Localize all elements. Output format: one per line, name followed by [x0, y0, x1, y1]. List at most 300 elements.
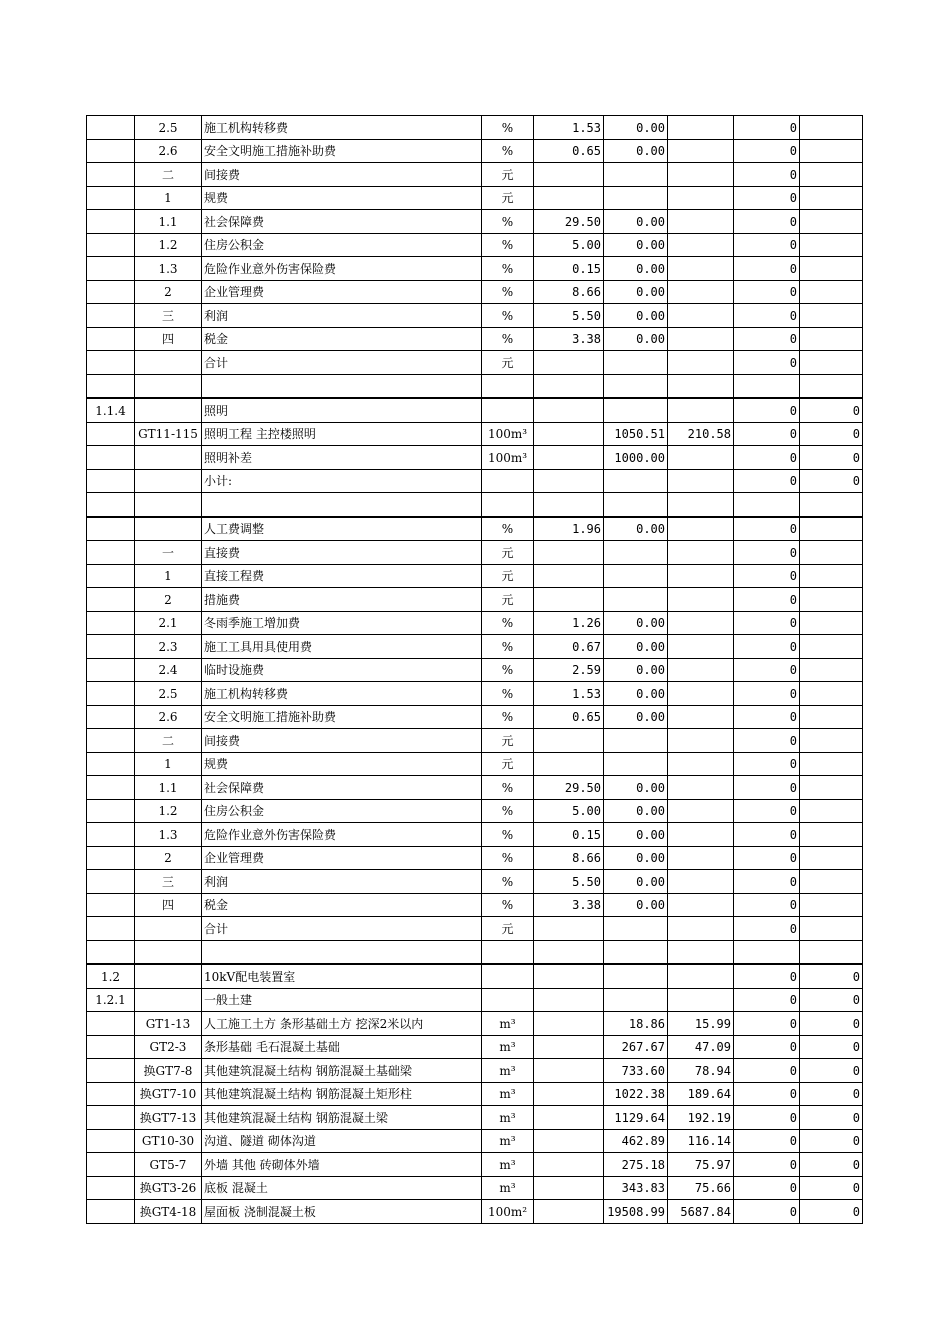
table-row: [87, 917, 863, 941]
table-body: [87, 116, 863, 1224]
rate-cell: 1.53: [534, 682, 604, 706]
code-cell: 1.1: [135, 210, 202, 234]
table-row: [87, 964, 863, 988]
code-cell: [135, 374, 202, 398]
unit-cell: %: [482, 658, 534, 682]
item-name-cell: 照明补差: [202, 446, 482, 470]
unit-cell: m³: [482, 1106, 534, 1130]
total-cell: 0: [734, 917, 800, 941]
unit-price-cell: [604, 752, 668, 776]
total-cell: 0: [734, 1059, 800, 1083]
unit-cell: 元: [482, 351, 534, 375]
labor-total-cell: [800, 233, 863, 257]
total-cell: 0: [734, 541, 800, 565]
labor-total-cell: [800, 280, 863, 304]
item-name-cell: 安全文明施工措施补助费: [202, 139, 482, 163]
unit-price-cell: [604, 493, 668, 517]
total-cell: 0: [734, 1200, 800, 1224]
unit-cell: %: [482, 116, 534, 140]
code-cell: 1: [135, 564, 202, 588]
total-cell: 0: [734, 139, 800, 163]
cost-estimate-table: [86, 115, 863, 1224]
code-cell: 1.3: [135, 823, 202, 847]
labor-total-cell: [800, 799, 863, 823]
rate-cell: [534, 541, 604, 565]
unit-cell: %: [482, 233, 534, 257]
table-row: [87, 351, 863, 375]
labor-price-cell: [668, 186, 734, 210]
code-cell: 2.5: [135, 682, 202, 706]
total-cell: [734, 374, 800, 398]
item-name-cell: 施工机构转移费: [202, 116, 482, 140]
table-row: [87, 870, 863, 894]
total-cell: 0: [734, 1012, 800, 1036]
unit-cell: m³: [482, 1035, 534, 1059]
unit-cell: m³: [482, 1129, 534, 1153]
rate-cell: [534, 588, 604, 612]
unit-cell: 100m³: [482, 422, 534, 446]
item-name-cell: 屋面板 浇制混凝土板: [202, 1200, 482, 1224]
index-cell: [87, 729, 135, 753]
index-cell: [87, 635, 135, 659]
unit-cell: 100m³: [482, 446, 534, 470]
code-cell: 2: [135, 846, 202, 870]
item-name-cell: 住房公积金: [202, 233, 482, 257]
labor-total-cell: [800, 776, 863, 800]
table-row: [87, 705, 863, 729]
unit-cell: %: [482, 846, 534, 870]
unit-price-cell: 0.00: [604, 846, 668, 870]
code-cell: 三: [135, 304, 202, 328]
rate-cell: 29.50: [534, 210, 604, 234]
labor-price-cell: [668, 280, 734, 304]
labor-total-cell: [800, 823, 863, 847]
index-cell: [87, 116, 135, 140]
labor-price-cell: [668, 846, 734, 870]
table-row: [87, 541, 863, 565]
index-cell: [87, 1129, 135, 1153]
labor-total-cell: 0: [800, 1106, 863, 1130]
index-cell: [87, 870, 135, 894]
item-name-cell: 外墙 其他 砖砌体外墙: [202, 1153, 482, 1177]
total-cell: 0: [734, 564, 800, 588]
code-cell: 二: [135, 163, 202, 187]
rate-cell: 8.66: [534, 846, 604, 870]
labor-total-cell: [800, 210, 863, 234]
table-row: [87, 1082, 863, 1106]
table-row: [87, 635, 863, 659]
rate-cell: [534, 1176, 604, 1200]
unit-cell: 元: [482, 564, 534, 588]
index-cell: [87, 517, 135, 541]
index-cell: [87, 1012, 135, 1036]
unit-price-cell: 733.60: [604, 1059, 668, 1083]
index-cell: [87, 1059, 135, 1083]
code-cell: 换GT7-13: [135, 1106, 202, 1130]
unit-price-cell: 0.00: [604, 257, 668, 281]
index-cell: [87, 163, 135, 187]
total-cell: 0: [734, 304, 800, 328]
labor-total-cell: [800, 682, 863, 706]
rate-cell: 8.66: [534, 280, 604, 304]
unit-price-cell: [604, 163, 668, 187]
unit-cell: [482, 493, 534, 517]
total-cell: 0: [734, 517, 800, 541]
total-cell: 0: [734, 422, 800, 446]
unit-cell: 元: [482, 729, 534, 753]
code-cell: 2.5: [135, 116, 202, 140]
index-cell: [87, 541, 135, 565]
code-cell: GT5-7: [135, 1153, 202, 1177]
rate-cell: 1.26: [534, 611, 604, 635]
rate-cell: 2.59: [534, 658, 604, 682]
total-cell: 0: [734, 893, 800, 917]
labor-price-cell: [668, 940, 734, 964]
labor-price-cell: [668, 210, 734, 234]
unit-price-cell: [604, 588, 668, 612]
labor-price-cell: [668, 988, 734, 1012]
labor-total-cell: [800, 257, 863, 281]
index-cell: [87, 893, 135, 917]
index-cell: [87, 422, 135, 446]
unit-cell: %: [482, 517, 534, 541]
total-cell: 0: [734, 870, 800, 894]
code-cell: 换GT4-18: [135, 1200, 202, 1224]
index-cell: [87, 799, 135, 823]
unit-price-cell: [604, 964, 668, 988]
unit-cell: %: [482, 280, 534, 304]
item-name-cell: 规费: [202, 752, 482, 776]
table-row: [87, 257, 863, 281]
rate-cell: [534, 1012, 604, 1036]
unit-cell: m³: [482, 1059, 534, 1083]
unit-price-cell: [604, 374, 668, 398]
table-row: [87, 446, 863, 470]
index-cell: [87, 280, 135, 304]
unit-price-cell: [604, 940, 668, 964]
table-row: [87, 210, 863, 234]
unit-price-cell: 0.00: [604, 304, 668, 328]
item-name-cell: 规费: [202, 186, 482, 210]
total-cell: 0: [734, 210, 800, 234]
labor-price-cell: [668, 823, 734, 847]
labor-price-cell: 47.09: [668, 1035, 734, 1059]
item-name-cell: 照明工程 主控楼照明: [202, 422, 482, 446]
labor-price-cell: [668, 446, 734, 470]
labor-total-cell: [800, 564, 863, 588]
unit-cell: 元: [482, 752, 534, 776]
item-name-cell: 企业管理费: [202, 846, 482, 870]
unit-price-cell: [604, 564, 668, 588]
item-name-cell: [202, 493, 482, 517]
code-cell: 换GT7-8: [135, 1059, 202, 1083]
table-row: [87, 799, 863, 823]
unit-cell: [482, 940, 534, 964]
index-cell: 1.1.4: [87, 398, 135, 422]
code-cell: 1: [135, 752, 202, 776]
index-cell: [87, 705, 135, 729]
unit-price-cell: [604, 186, 668, 210]
labor-total-cell: 0: [800, 469, 863, 493]
labor-price-cell: [668, 139, 734, 163]
unit-price-cell: 1050.51: [604, 422, 668, 446]
item-name-cell: 施工工具用具使用费: [202, 635, 482, 659]
total-cell: 0: [734, 705, 800, 729]
total-cell: 0: [734, 280, 800, 304]
labor-total-cell: [800, 139, 863, 163]
table-row: [87, 469, 863, 493]
unit-price-cell: [604, 398, 668, 422]
index-cell: [87, 588, 135, 612]
item-name-cell: 一般土建: [202, 988, 482, 1012]
labor-total-cell: [800, 327, 863, 351]
labor-price-cell: [668, 588, 734, 612]
unit-cell: [482, 988, 534, 1012]
code-cell: [135, 940, 202, 964]
labor-price-cell: 192.19: [668, 1106, 734, 1130]
code-cell: [135, 493, 202, 517]
rate-cell: 5.00: [534, 233, 604, 257]
labor-total-cell: [800, 705, 863, 729]
total-cell: 0: [734, 635, 800, 659]
table-row: [87, 280, 863, 304]
index-cell: 1.2.1: [87, 988, 135, 1012]
rate-cell: [534, 917, 604, 941]
labor-total-cell: [800, 116, 863, 140]
code-cell: [135, 351, 202, 375]
table-row: [87, 1176, 863, 1200]
code-cell: 四: [135, 893, 202, 917]
unit-price-cell: 0.00: [604, 116, 668, 140]
code-cell: 1.2: [135, 233, 202, 257]
rate-cell: 5.00: [534, 799, 604, 823]
labor-price-cell: [668, 776, 734, 800]
table-row: [87, 163, 863, 187]
item-name-cell: 间接费: [202, 729, 482, 753]
code-cell: [135, 517, 202, 541]
total-cell: 0: [734, 163, 800, 187]
labor-price-cell: [668, 799, 734, 823]
code-cell: GT2-3: [135, 1035, 202, 1059]
code-cell: 2.3: [135, 635, 202, 659]
labor-price-cell: [668, 611, 734, 635]
unit-price-cell: 0.00: [604, 823, 668, 847]
index-cell: [87, 940, 135, 964]
total-cell: 0: [734, 186, 800, 210]
table-row: [87, 327, 863, 351]
labor-price-cell: [668, 398, 734, 422]
index-cell: [87, 823, 135, 847]
total-cell: 0: [734, 588, 800, 612]
labor-total-cell: 0: [800, 1153, 863, 1177]
unit-cell: 元: [482, 541, 534, 565]
labor-total-cell: [800, 893, 863, 917]
index-cell: [87, 1035, 135, 1059]
code-cell: GT10-30: [135, 1129, 202, 1153]
labor-total-cell: 0: [800, 398, 863, 422]
code-cell: 1.2: [135, 799, 202, 823]
rate-cell: [534, 398, 604, 422]
total-cell: 0: [734, 752, 800, 776]
item-name-cell: 条形基础 毛石混凝土基础: [202, 1035, 482, 1059]
labor-price-cell: [668, 870, 734, 894]
labor-price-cell: [668, 658, 734, 682]
total-cell: 0: [734, 799, 800, 823]
code-cell: [135, 988, 202, 1012]
item-name-cell: 危险作业意外伤害保险费: [202, 257, 482, 281]
item-name-cell: 税金: [202, 893, 482, 917]
unit-price-cell: 343.83: [604, 1176, 668, 1200]
labor-price-cell: 189.64: [668, 1082, 734, 1106]
rate-cell: 0.65: [534, 139, 604, 163]
labor-price-cell: [668, 163, 734, 187]
unit-price-cell: 0.00: [604, 870, 668, 894]
unit-price-cell: 267.67: [604, 1035, 668, 1059]
unit-cell: m³: [482, 1153, 534, 1177]
unit-price-cell: 0.00: [604, 280, 668, 304]
labor-total-cell: [800, 588, 863, 612]
item-name-cell: [202, 940, 482, 964]
labor-price-cell: [668, 635, 734, 659]
labor-price-cell: 210.58: [668, 422, 734, 446]
table-row: [87, 493, 863, 517]
labor-price-cell: [668, 964, 734, 988]
unit-cell: %: [482, 210, 534, 234]
labor-total-cell: 0: [800, 1176, 863, 1200]
labor-price-cell: 78.94: [668, 1059, 734, 1083]
unit-price-cell: 0.00: [604, 635, 668, 659]
item-name-cell: 临时设施费: [202, 658, 482, 682]
labor-price-cell: [668, 327, 734, 351]
index-cell: [87, 139, 135, 163]
code-cell: [135, 917, 202, 941]
labor-price-cell: [668, 564, 734, 588]
labor-total-cell: 0: [800, 1129, 863, 1153]
table-row: [87, 611, 863, 635]
unit-cell: m³: [482, 1012, 534, 1036]
rate-cell: 5.50: [534, 870, 604, 894]
item-name-cell: 危险作业意外伤害保险费: [202, 823, 482, 847]
item-name-cell: 施工机构转移费: [202, 682, 482, 706]
total-cell: 0: [734, 846, 800, 870]
unit-price-cell: 1000.00: [604, 446, 668, 470]
index-cell: [87, 493, 135, 517]
unit-price-cell: 1022.38: [604, 1082, 668, 1106]
labor-price-cell: [668, 517, 734, 541]
rate-cell: [534, 186, 604, 210]
index-cell: [87, 1200, 135, 1224]
total-cell: 0: [734, 1106, 800, 1130]
labor-price-cell: [668, 917, 734, 941]
total-cell: 0: [734, 398, 800, 422]
table-row: [87, 139, 863, 163]
unit-cell: 元: [482, 588, 534, 612]
index-cell: [87, 682, 135, 706]
table-row: [87, 988, 863, 1012]
rate-cell: [534, 374, 604, 398]
item-name-cell: 人工施工土方 条形基础土方 挖深2米以内: [202, 1012, 482, 1036]
labor-price-cell: 15.99: [668, 1012, 734, 1036]
unit-cell: [482, 374, 534, 398]
code-cell: 2: [135, 588, 202, 612]
total-cell: 0: [734, 988, 800, 1012]
rate-cell: [534, 1082, 604, 1106]
item-name-cell: 合计: [202, 917, 482, 941]
labor-price-cell: [668, 541, 734, 565]
index-cell: [87, 374, 135, 398]
item-name-cell: 直接费: [202, 541, 482, 565]
index-cell: [87, 658, 135, 682]
item-name-cell: 社会保障费: [202, 210, 482, 234]
labor-total-cell: [800, 163, 863, 187]
code-cell: 一: [135, 541, 202, 565]
unit-cell: m³: [482, 1176, 534, 1200]
unit-price-cell: 1129.64: [604, 1106, 668, 1130]
labor-price-cell: 5687.84: [668, 1200, 734, 1224]
total-cell: 0: [734, 469, 800, 493]
labor-total-cell: [800, 752, 863, 776]
unit-cell: m³: [482, 1082, 534, 1106]
code-cell: 2.4: [135, 658, 202, 682]
labor-total-cell: [800, 940, 863, 964]
labor-total-cell: [800, 493, 863, 517]
labor-total-cell: 0: [800, 1200, 863, 1224]
labor-total-cell: [800, 186, 863, 210]
table-row: [87, 588, 863, 612]
rate-cell: [534, 351, 604, 375]
item-name-cell: 人工费调整: [202, 517, 482, 541]
labor-total-cell: [800, 870, 863, 894]
rate-cell: [534, 469, 604, 493]
table-row: [87, 304, 863, 328]
labor-total-cell: [800, 635, 863, 659]
rate-cell: [534, 493, 604, 517]
unit-price-cell: [604, 351, 668, 375]
code-cell: 换GT7-10: [135, 1082, 202, 1106]
item-name-cell: 利润: [202, 870, 482, 894]
total-cell: 0: [734, 116, 800, 140]
labor-price-cell: 75.97: [668, 1153, 734, 1177]
labor-total-cell: 0: [800, 1035, 863, 1059]
unit-cell: %: [482, 682, 534, 706]
unit-cell: %: [482, 304, 534, 328]
labor-total-cell: [800, 541, 863, 565]
table-row: [87, 398, 863, 422]
table-row: [87, 374, 863, 398]
item-name-cell: 税金: [202, 327, 482, 351]
total-cell: 0: [734, 823, 800, 847]
labor-total-cell: 0: [800, 446, 863, 470]
index-cell: [87, 186, 135, 210]
unit-cell: %: [482, 823, 534, 847]
unit-cell: %: [482, 139, 534, 163]
index-cell: [87, 1176, 135, 1200]
total-cell: 0: [734, 257, 800, 281]
labor-price-cell: 116.14: [668, 1129, 734, 1153]
rate-cell: [534, 964, 604, 988]
code-cell: GT11-115: [135, 422, 202, 446]
unit-price-cell: [604, 729, 668, 753]
rate-cell: [534, 729, 604, 753]
code-cell: 二: [135, 729, 202, 753]
rate-cell: [534, 446, 604, 470]
total-cell: 0: [734, 964, 800, 988]
index-cell: [87, 351, 135, 375]
labor-total-cell: [800, 304, 863, 328]
item-name-cell: 合计: [202, 351, 482, 375]
item-name-cell: 其他建筑混凝土结构 钢筋混凝土梁: [202, 1106, 482, 1130]
index-cell: [87, 210, 135, 234]
